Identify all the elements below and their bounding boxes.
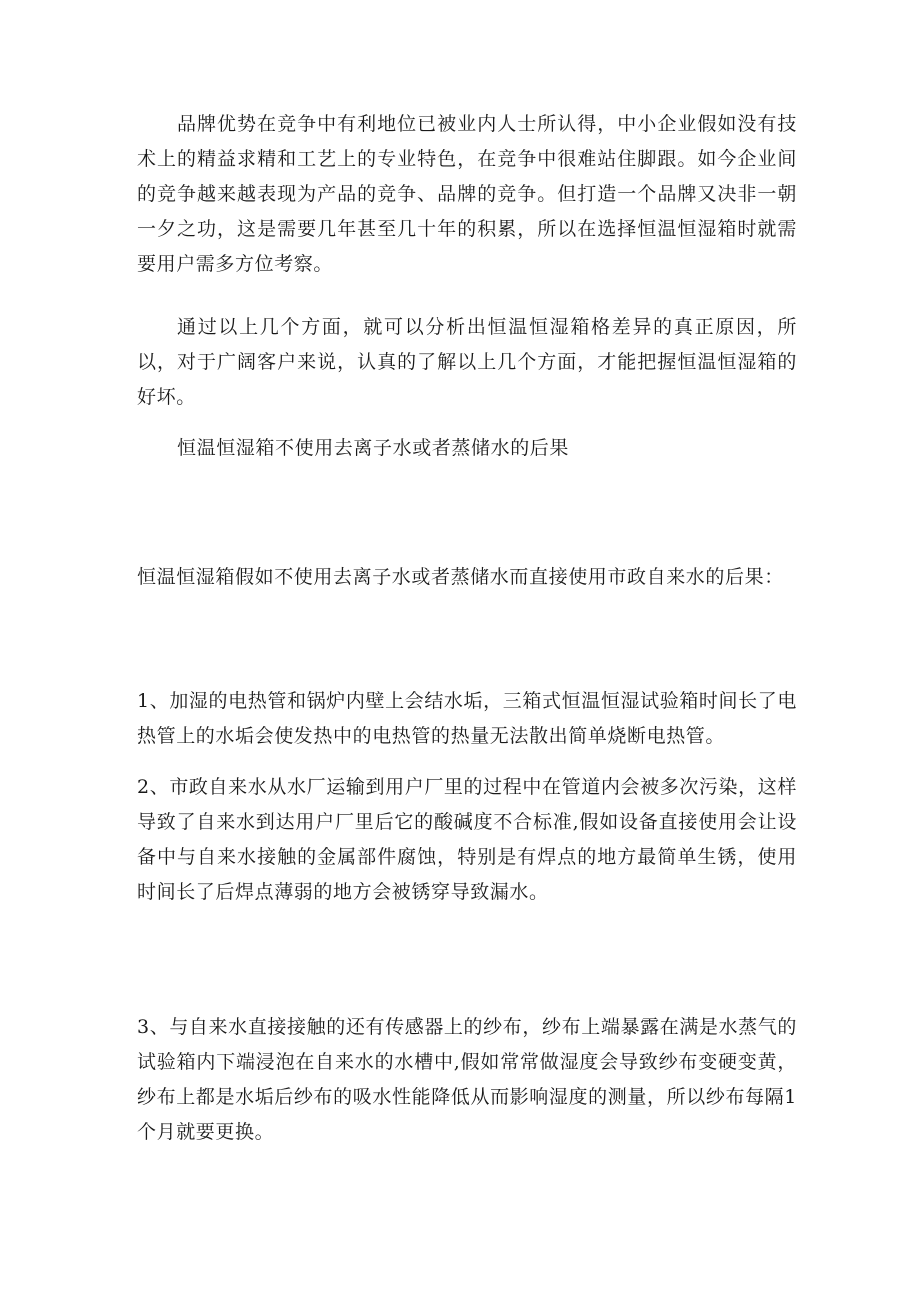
list-item-1: 1、加湿的电热管和锅炉内壁上会结水垢，三箱式恒温恒湿试验箱时间长了电热管上的水垢会使发热中的电热管的热量无法散出简单烧断电热管。	[137, 690, 797, 747]
paragraph-brand-advantage: 品牌优势在竞争中有利地位已被业内人士所认得，中小企业假如没有技术上的精益求精和工艺上的专业特色，在竞争中很难站住脚跟。如今企业间的竞争越来越表现为产品的竞争、品牌的竞争。但打造一个品牌又决非一朝一夕之功，这是需要几年甚至几十年的积累，所以在选择恒温恒湿箱时就需要用户需多方位考察。	[137, 113, 797, 275]
paragraph-summary: 通过以上几个方面，就可以分析出恒温恒湿箱格差异的真正原因，所以，对于广阔客户来说，认真的了解以上几个方面，才能把握恒温恒湿箱的好坏。	[137, 316, 797, 408]
section-heading: 恒温恒湿箱不使用去离子水或者蒸储水的后果	[177, 437, 570, 459]
list-item-3: 3、与自来水直接接触的还有传感器上的纱布，纱布上端暴露在满是水蒸气的试验箱内下端浸泡在自来水的水槽中,假如常常做湿度会导致纱布变硬变黄，纱布上都是水垢后纱布的吸水性能降低从而影响湿度的测量，所以纱布每隔1个月就要更换。	[137, 1016, 797, 1143]
list-item-2: 2、市政自来水从水厂运输到用户厂里的过程中在管道内会被多次污染，这样导致了自来水到达用户厂里后它的酸碱度不合标准,假如设备直接使用会让设备中与自来水接触的金属部件腐蚀，特别是有焊点的地方最简单生锈，使用时间长了后焊点薄弱的地方会被锈穿导致漏水。	[137, 776, 797, 903]
paragraph-consequences-intro: 恒温恒湿箱假如不使用去离子水或者蒸储水而直接使用市政自来水的后果：	[137, 566, 784, 588]
